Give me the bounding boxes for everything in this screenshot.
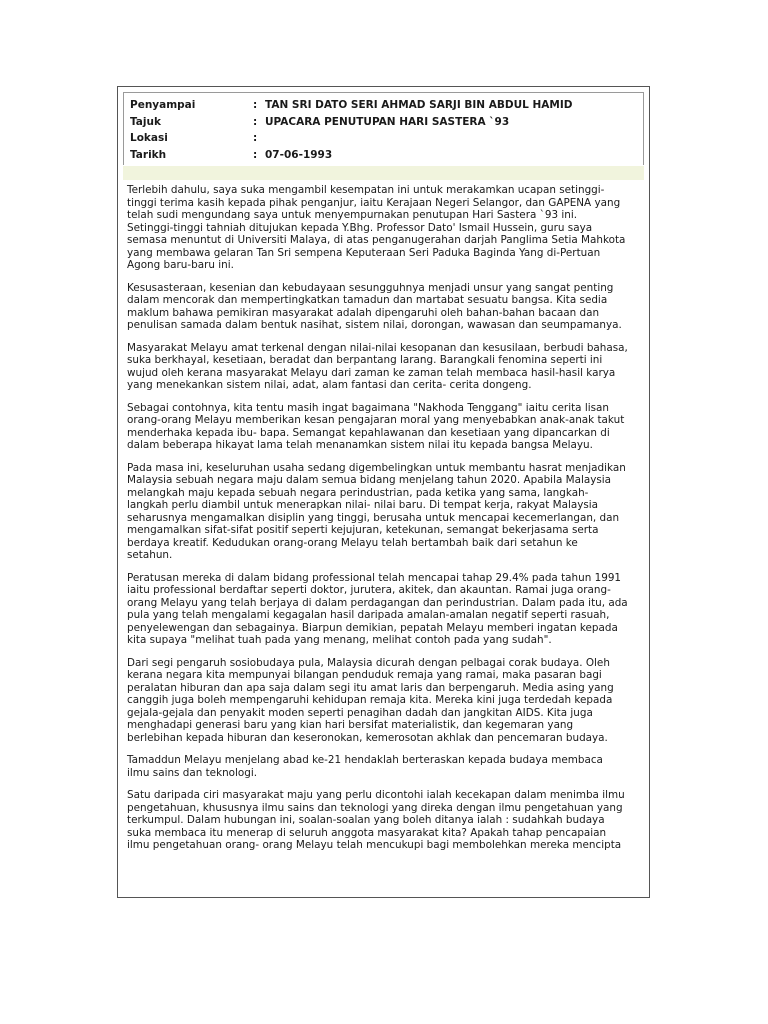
meta-colon: : xyxy=(253,148,258,161)
paragraph-line: dalam mencorak dan mempertingkatkan tamadun dan martabat sesuatu bangsa. Kita sedia xyxy=(127,294,608,306)
paragraph-line: semasa menuntut di Universiti Malaya, di atas penganugerahan darjah Panglima Setia Mahkota xyxy=(127,234,626,246)
paragraph-line: wujud oleh kerana masyarakat Melayu dari zaman ke zaman telah membaca hasil-hasil karya xyxy=(127,366,616,379)
paragraph-line: Setinggi-tinggi tahniah ditujukan kepada Y.Bhg. Professor Dato' Ismail Hussein, guru saya xyxy=(127,221,593,234)
speech-paragraph xyxy=(127,402,644,452)
speech-paragraph xyxy=(127,282,644,332)
meta-row-title xyxy=(130,114,643,131)
meta-key: Tajuk xyxy=(130,115,161,128)
paragraph-line: iaitu professional berdaftar seperti doktor, jurutera, akitek, dan akauntan. Ramai juga orang- xyxy=(127,584,611,596)
meta-value: 07-06-1993 xyxy=(265,148,333,161)
paragraph-line: canggih juga boleh mempengaruhi kehidupan remaja kita. Mereka kini juga terdedah kepada xyxy=(127,694,613,706)
paragraph-line: setahun. xyxy=(127,549,173,561)
paragraph-line: Pada masa ini, keseluruhan usaha sedang digembelingkan untuk membantu hasrat menjadikan xyxy=(127,461,626,474)
paragraph-line: telah sudi mengundang saya untuk menyempurnakan penutupan Hari Sastera `93 ini. xyxy=(127,209,578,221)
meta-key: Tarikh xyxy=(130,148,167,161)
paragraph-line: suka berkhayal, kesetiaan, beradat dan berpantang larang. Barangkali fenomina seperti ini xyxy=(127,354,603,366)
paragraph-line: yang membawa gelaran Tan Sri sempena Keputeraan Seri Paduka Baginda Yang di-Pertuan xyxy=(127,246,601,259)
paragraph-line: penulisan samada dalam bentuk nasihat, sistem nilai, dorongan, wawasan dan seumpamanya. xyxy=(127,319,622,331)
paragraph-line: penyelewengan dan sebagainya. Biarpun demikian, pepatah Melayu memberi ingatan kepada xyxy=(127,621,618,634)
speech-paragraph xyxy=(127,754,644,779)
paragraph-line: ilmu sains dan teknologi. xyxy=(127,766,258,779)
paragraph-line: peralatan hiburan dan apa saja dalam segi itu amat laris dan berpengaruh. Media asing yang xyxy=(127,681,614,694)
header-divider-strip xyxy=(123,166,644,180)
speech-metadata xyxy=(123,92,644,165)
document-inner xyxy=(123,92,644,897)
meta-value: TAN SRI DATO SERI AHMAD SARJI BIN ABDUL HAMID xyxy=(265,99,573,111)
speech-paragraph xyxy=(127,657,644,745)
paragraph-line: Tamaddun Melayu menjelang abad ke-21 hendaklah berteraskan kepada budaya membaca xyxy=(127,754,603,766)
paragraph-line: suka membaca itu menerap di seluruh anggota masyarakat kita? Apakah tahap pencapaian xyxy=(127,826,607,839)
paragraph-line: terkumpul. Dalam hubungan ini, soalan-soalan yang boleh ditanya ialah : sudahkah budaya xyxy=(127,814,605,826)
meta-colon: : xyxy=(253,99,258,111)
paragraph-line: seharusnya mengamalkan disiplin yang tinggi, berusaha untuk mencapai kecemerlangan, dan xyxy=(127,511,620,524)
speech-body xyxy=(123,180,644,852)
paragraph-line: pengetahuan, khususnya ilmu sains dan teknologi yang direka dengan ilmu pengetahuan yang xyxy=(127,801,623,814)
speech-paragraph xyxy=(127,789,644,852)
meta-row-speaker xyxy=(130,97,643,114)
paragraph-line: Agong baru-baru ini. xyxy=(127,259,234,271)
speech-paragraph xyxy=(127,572,644,647)
meta-colon: : xyxy=(253,132,258,144)
paragraph-line: maklum bahawa pemikiran masyarakat adalah dipengaruhi oleh bahan-bahan bacaan dan xyxy=(127,306,600,319)
meta-row-date xyxy=(130,147,643,164)
paragraph-line: dalam beberapa hikayat lama telah menanamkan sistem nilai itu kepada bangsa Melayu. xyxy=(127,439,593,451)
paragraph-line: orang-orang Melayu memberikan kesan pengajaran moral yang menyebabkan anak-anak takut xyxy=(127,414,625,426)
paragraph-line: Malaysia sebuah negara maju dalam semua bidang menjelang tahun 2020. Apabila Malaysia xyxy=(127,474,612,486)
speech-paragraph xyxy=(127,462,644,562)
meta-colon: : xyxy=(253,115,258,128)
paragraph-line: mengamalkan sifat-sifat positif seperti kejujuran, ketekunan, semangat bekerjasama serta xyxy=(127,524,599,536)
paragraph-line: melangkah maju kepada sebuah negara perindustrian, pada ketika yang sama, langkah- xyxy=(127,486,589,499)
paragraph-line: gejala-gejala dan penyakit moden seperti penagihan dadah dan jangkitan AIDS. Kita juga xyxy=(127,706,593,719)
meta-value: UPACARA PENUTUPAN HARI SASTERA `93 xyxy=(265,115,510,128)
paragraph-line: kerana negara kita mempunyai bilangan penduduk remaja yang ramai, maka pasaran bagi xyxy=(127,669,602,681)
paragraph-line: menderhaka kepada ibu- bapa. Semangat kepahlawanan dan kesetiaan yang dipancarkan di xyxy=(127,426,610,439)
speech-paragraph xyxy=(127,184,644,272)
paragraph-line: Masyarakat Melayu amat terkenal dengan nilai-nilai kesopanan dan kesusilaan, berbudi bahasa, xyxy=(127,341,628,354)
speech-paragraph xyxy=(127,342,644,392)
paragraph-line: Kesusasteraan, kesenian dan kebudayaan sesungguhnya menjadi unsur yang sangat penting xyxy=(127,281,614,294)
meta-row-location xyxy=(130,130,643,147)
paragraph-line: Peratusan mereka di dalam bidang professional telah mencapai tahap 29.4% pada tahun 1991 xyxy=(127,571,622,584)
paragraph-line: Satu daripada ciri masyarakat maju yang perlu dicontohi ialah kecekapan dalam menimba ilmu xyxy=(127,789,625,801)
paragraph-line: menghadapi generasi baru yang kian hari bersifat materialistik, dan kegemaran yang xyxy=(127,719,574,731)
paragraph-line: orang Melayu yang telah berjaya di dalam perdagangan dan perindustrian. Dalam pada itu, ada xyxy=(127,596,628,609)
paragraph-line: Dari segi pengaruh sosiobudaya pula, Malaysia dicurah dengan pelbagai corak budaya. Oleh xyxy=(127,656,610,669)
document-frame xyxy=(117,86,650,898)
paragraph-line: berlebihan kepada hiburan dan keseronokan, kemerosotan akhlak dan pencemaran budaya. xyxy=(127,731,608,744)
paragraph-line: tinggi terima kasih kepada pihak penganjur, iaitu Kerajaan Negeri Selangor, dan GAPENA yang xyxy=(127,196,621,209)
paragraph-line: kita supaya "melihat tuah pada yang menang, melihat contoh pada yang sudah". xyxy=(127,634,552,646)
paragraph-line: Terlebih dahulu, saya suka mengambil kesempatan ini untuk merakamkan ucapan setinggi- xyxy=(127,184,605,196)
paragraph-line: pula yang telah mengalami kegagalan hasil daripada amalan-amalan negatif seperti rasuah, xyxy=(127,609,610,621)
meta-key: Penyampai xyxy=(130,99,196,111)
paragraph-line: ilmu pengetahuan orang- orang Melayu telah mencukupi bagi membolehkan mereka mencipta xyxy=(127,839,622,851)
paragraph-line: yang menekankan sistem nilai, adat, alam fantasi dan cerita- cerita dongeng. xyxy=(127,379,532,391)
paragraph-line: berdaya kreatif. Kedudukan orang-orang Melayu telah bertambah baik dari setahun ke xyxy=(127,536,578,549)
paragraph-line: Sebagai contohnya, kita tentu masih ingat bagaimana "Nakhoda Tenggang" iaitu cerita lisan xyxy=(127,401,609,414)
meta-key: Lokasi xyxy=(130,132,168,144)
paragraph-line: langkah perlu diambil untuk menerapkan nilai- nilai baru. Di tempat kerja, rakyat Malaysia xyxy=(127,499,599,511)
